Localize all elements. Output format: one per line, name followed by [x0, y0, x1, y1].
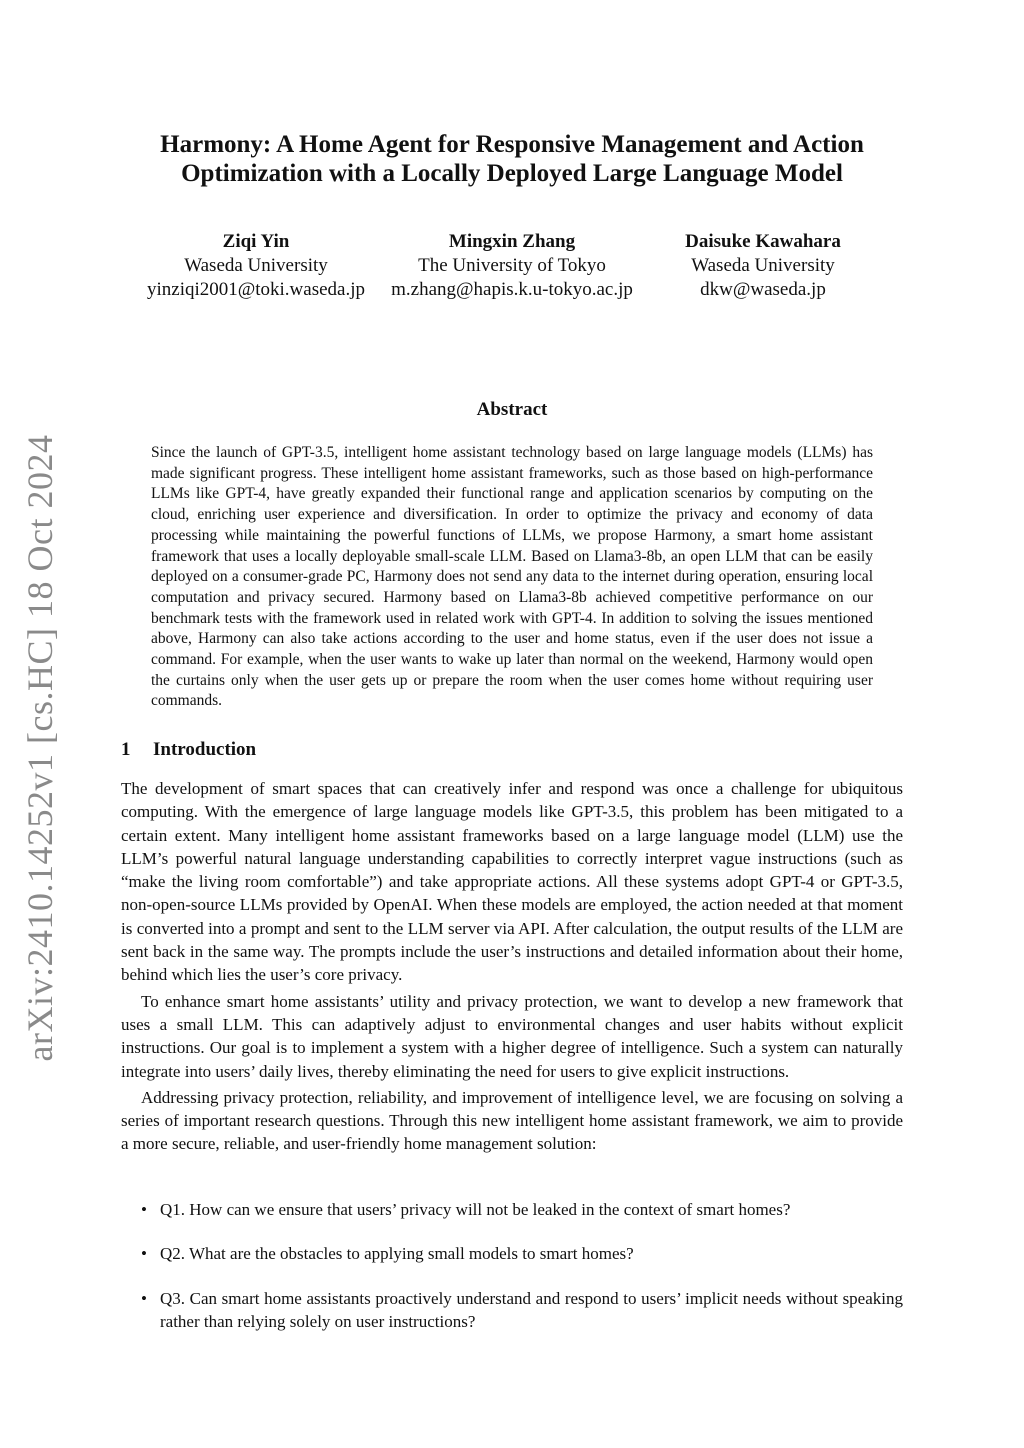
title-line-2: Optimization with a Locally Deployed Large Language Model — [181, 160, 843, 187]
introduction-body — [121, 777, 903, 1156]
paragraph: The development of smart spaces that can creatively infer and respond was once a challenge for ubiquitous computing. With the emergence of large language models like GPT-3.5, this problem has been mitigated to a certain extent. Many intelligent home assistant frameworks based on a large language model (LLM) use the LLM’s powerful natural language understanding capabilities to correctly interpret vague instructions (such as “make the living room comfortable”) and take appropriate actions. All these systems adopt GPT-4 or GPT-3.5, non-open-source LLMs provided by OpenAI. When these models are employed, the action needed at that moment is converted into a prompt and sent to the LLM server via API. After calculation, the output results of the LLM are sent back in the same way. The prompts include the user’s instructions and detailed information about their home, behind which lies the user’s core privacy. — [121, 779, 903, 985]
author-affiliation: The University of Tokyo — [418, 255, 606, 276]
question-text: Q1. How can we ensure that users’ privacy will not be leaked in the context of smart homes? — [160, 1200, 791, 1219]
section-heading-introduction — [121, 738, 256, 762]
author-name: Mingxin Zhang — [448, 231, 576, 252]
author-affiliation: Waseda University — [691, 255, 835, 276]
bullet-icon: • — [141, 1288, 147, 1308]
author-block — [0, 230, 1024, 310]
author-name: Daisuke Kawahara — [685, 231, 841, 252]
abstract-heading: Abstract — [476, 399, 548, 420]
abstract-text: Since the launch of GPT-3.5, intelligent home assistant technology based on large language models (LLMs) has made significant progress. These intelligent home assistant frameworks, such as those based on high-performance LLMs like GPT-4, have greatly expanded their functional range and application scenarios by computing on the cloud, enriching user experience and diversification. In order to optimize the privacy and economy of data processing while maintaining the powerful functions of LLMs, we propose Harmony, a smart home assistant framework that uses a locally deployable small-scale LLM. Based on Llama3-8b, an open LLM that can be easily deployed on a consumer-grade PC, Harmony does not send any data to the internet during operation, ensuring local computation and privacy secured. Harmony based on Llama3-8b achieved competitive performance on our benchmark tests with the framework used in related work with GPT-4. In addition to solving the issues mentioned above, Harmony can also take actions according to the user and home status, even if the user does not issue a command. For example, when the user wants to wake up later than normal on the weekend, Harmony would open the curtains only when the user gets up or prepare the room when the user comes home without requiring user commands. — [151, 444, 873, 710]
author-email: yinziqi2001@toki.waseda.jp — [146, 279, 366, 300]
list-item — [121, 1242, 903, 1265]
section-number: 1 — [121, 739, 131, 760]
author-affiliation: Waseda University — [184, 255, 328, 276]
author-email: dkw@waseda.jp — [700, 279, 826, 300]
list-item — [121, 1287, 903, 1334]
paragraph: To enhance smart home assistants’ utility and privacy protection, we want to develop a new framework that uses a small LLM. This can adaptively adjust to environmental changes and user habits without explicit instructions. Our goal is to implement a system with a higher degree of intelligence. Such a system can naturally integrate into users’ daily lives, thereby eliminating the need for users to give explicit instructions. — [121, 991, 903, 1081]
question-text: Q3. Can smart home assistants proactively understand and respond to users’ implicit needs without speaking rather than relying solely on user instructions? — [160, 1288, 903, 1331]
list-item — [121, 1198, 903, 1221]
paragraph: Addressing privacy protection, reliability, and improvement of intelligence level, we are focusing on solving a series of important research questions. Through this new intelligent home assistant framework, we aim to provide a more secure, reliable, and user-friendly home management solution: — [121, 1087, 903, 1154]
arxiv-identifier-stamp: arXiv:2410.14252v1 [cs.HC] 18 Oct 2024 — [20, 434, 60, 1062]
author-2 — [384, 230, 640, 302]
question-text: Q2. What are the obstacles to applying small models to smart homes? — [160, 1244, 634, 1264]
author-name: Ziqi Yin — [222, 231, 290, 252]
author-1 — [128, 230, 384, 302]
paper-title — [110, 130, 914, 188]
section-title: Introduction — [153, 739, 257, 760]
research-questions-list — [121, 1198, 903, 1354]
author-email: m.zhang@hapis.k.u-tokyo.ac.jp — [391, 279, 633, 300]
author-3 — [648, 230, 878, 302]
bullet-icon: • — [141, 1200, 147, 1219]
bullet-icon: • — [141, 1244, 147, 1264]
title-line-1: Harmony: A Home Agent for Responsive Management and Action — [160, 131, 864, 158]
